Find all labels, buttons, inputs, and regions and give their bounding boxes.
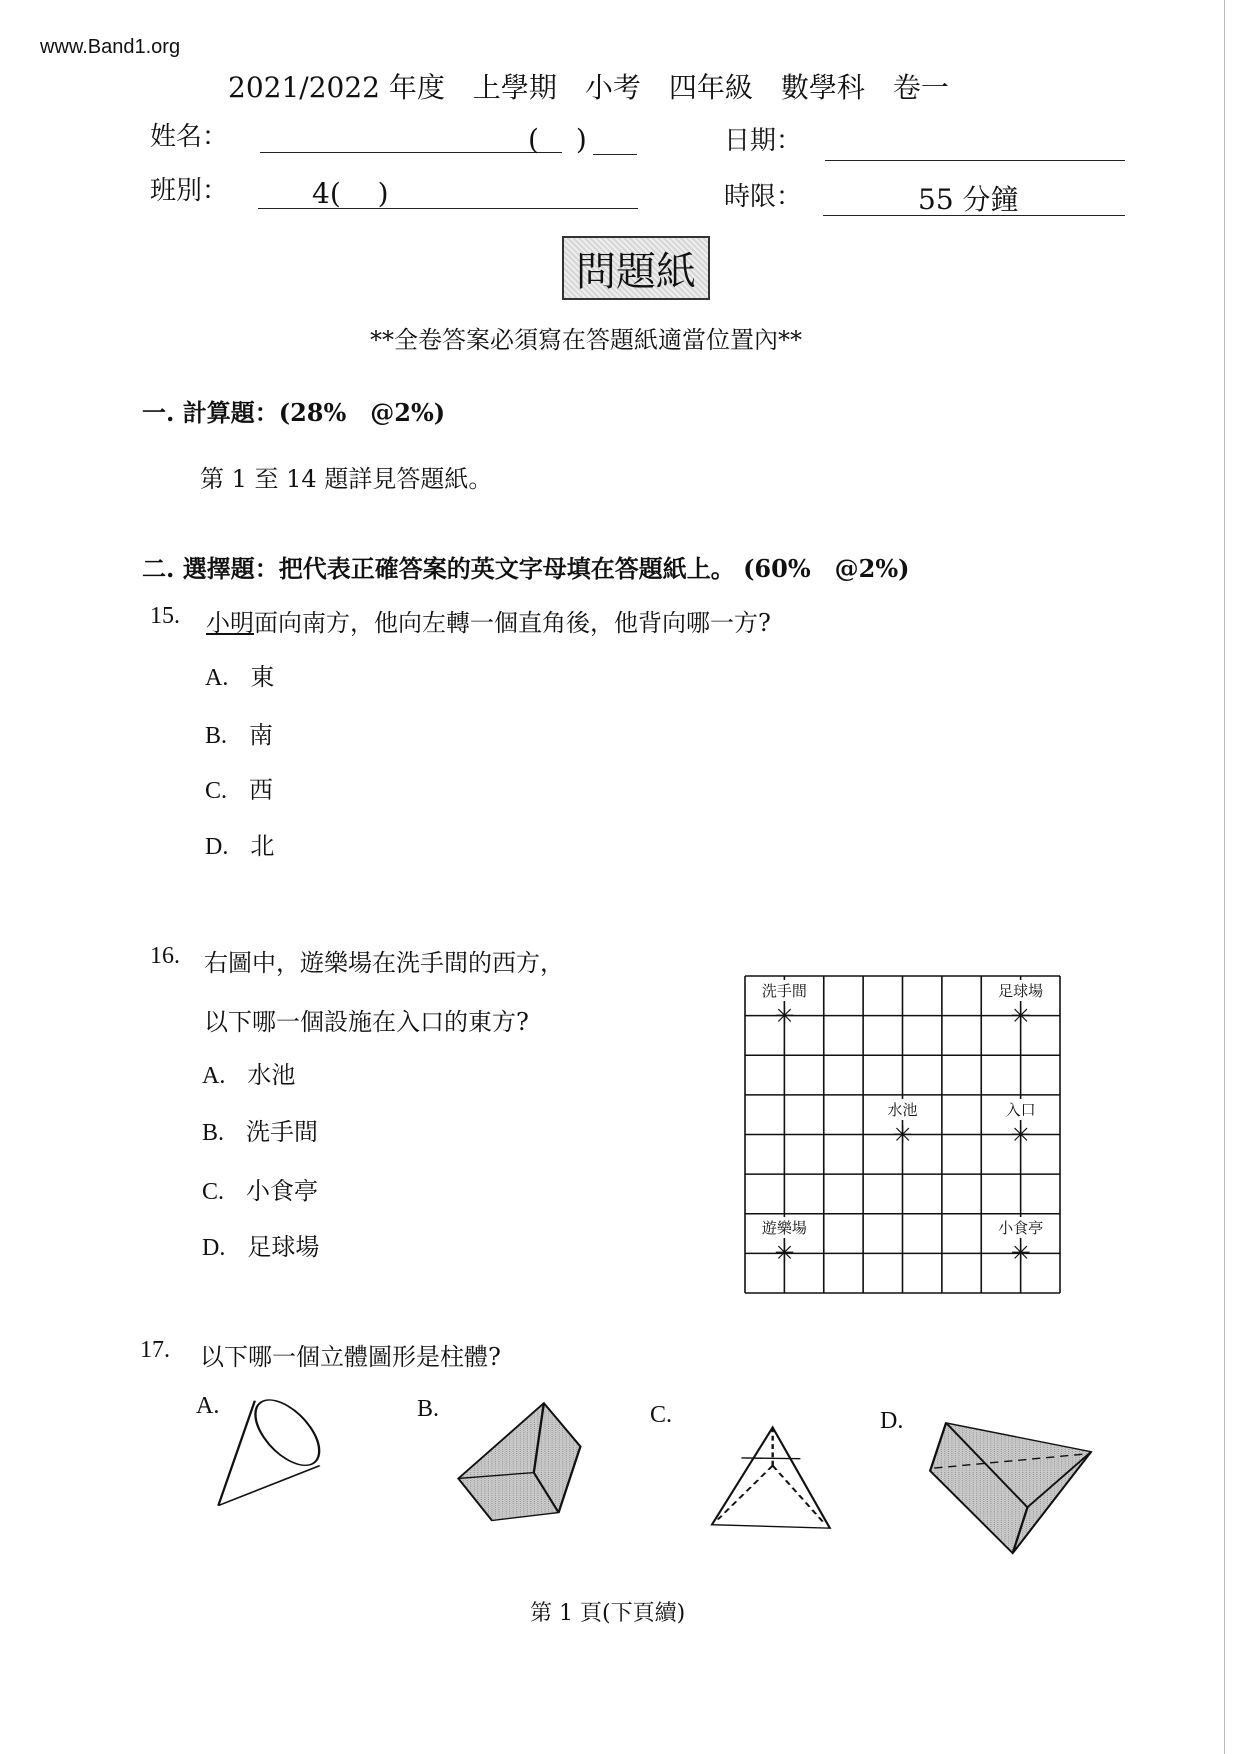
place-label: 洗手間	[761, 981, 807, 1000]
date-label: 日期：	[724, 126, 803, 156]
option-text: 北	[250, 834, 275, 860]
name-label: 姓名：	[150, 122, 229, 152]
option-letter: A.	[202, 1063, 226, 1089]
paper-title: 問題紙	[576, 248, 696, 295]
triangular-prism-icon	[930, 1423, 1091, 1553]
class-number-paren: ( )	[528, 123, 587, 156]
q15-name: 小明	[206, 609, 254, 637]
solid-shapes	[190, 1384, 1110, 1582]
q15-number: 15.	[150, 603, 180, 629]
instruction-note: **全卷答案必須寫在答題紙適當位置內**	[370, 326, 802, 354]
q16-option-c[interactable]	[202, 1171, 318, 1206]
paper-title-box	[562, 236, 710, 300]
q17-number: 17.	[140, 1337, 170, 1363]
option-letter: D.	[205, 834, 229, 860]
pentagonal-prism-icon	[458, 1403, 580, 1520]
class-field-line[interactable]	[258, 208, 638, 209]
q15-text: 面向南方，他向左轉一個直角後，他背向哪一方?	[254, 609, 771, 637]
page-edge	[1224, 0, 1225, 1754]
option-text: 洗手間	[246, 1120, 319, 1146]
place-marker-icon: ✳	[774, 1001, 795, 1030]
q15-option-a[interactable]	[205, 657, 274, 692]
option-text: 東	[250, 665, 275, 691]
q16-line2: 以下哪一個設施在入口的東方?	[204, 1008, 529, 1036]
q16-number: 16.	[150, 943, 180, 969]
q17-option-d-label[interactable]: D.	[880, 1408, 904, 1434]
place-label: 足球場	[998, 981, 1044, 1000]
q16-line1: 右圖中，遊樂場在洗手間的西方，	[204, 949, 564, 977]
option-text: 小食亭	[246, 1179, 319, 1205]
option-text: 西	[249, 778, 274, 804]
place-label: 遊樂場	[761, 1219, 807, 1238]
option-letter: B.	[202, 1120, 225, 1146]
option-letter: A.	[205, 665, 229, 691]
q15-question	[206, 603, 771, 638]
q15-option-b[interactable]	[205, 715, 273, 750]
place-marker-icon: ✳	[1010, 1120, 1031, 1149]
page-footer: 第 1 頁(下頁續)	[530, 1601, 686, 1626]
q16-option-d[interactable]	[202, 1227, 319, 1262]
option-letter: B.	[205, 723, 228, 749]
section1-heading: 一. 計算題：(28% @2%)	[142, 398, 446, 427]
place-label: 水池	[887, 1100, 918, 1119]
name-field-line[interactable]	[260, 152, 562, 153]
time-value: 55 分鐘	[918, 183, 1019, 216]
place-label: 小食亭	[998, 1219, 1044, 1238]
pyramid-icon	[712, 1427, 830, 1528]
q16-option-b[interactable]	[202, 1112, 318, 1147]
q15-option-d[interactable]	[205, 826, 274, 861]
q17-option-b-label[interactable]: B.	[417, 1396, 440, 1422]
watermark: www.Band1.org	[40, 36, 181, 58]
time-field-line	[823, 215, 1125, 216]
facility-map	[745, 976, 1060, 1293]
q17-option-c-label[interactable]: C.	[650, 1402, 673, 1428]
exam-title: 2021/2022 年度 上學期 小考 四年級 數學科 卷一	[228, 71, 949, 104]
place-marker-icon: ✳	[1010, 1239, 1031, 1268]
option-letter: C.	[202, 1179, 225, 1205]
class-number-line[interactable]	[593, 154, 637, 155]
option-letter: C.	[205, 778, 228, 804]
time-label: 時限：	[724, 182, 803, 212]
q17-option-a-label[interactable]: A.	[196, 1393, 220, 1419]
section1-text: 第 1 至 14 題詳見答題紙。	[200, 465, 493, 493]
class-label: 班別：	[150, 176, 229, 206]
class-value: 4( )	[312, 177, 389, 210]
place-marker-icon: ✳	[1010, 1001, 1031, 1030]
option-text: 足球場	[247, 1235, 320, 1261]
date-field-line[interactable]	[825, 160, 1125, 161]
section2-heading: 二. 選擇題：把代表正確答案的英文字母填在答題紙上。 (60% @2%)	[142, 554, 910, 583]
option-letter: D.	[202, 1235, 226, 1261]
option-text: 南	[249, 723, 274, 749]
q17-text: 以下哪一個立體圖形是柱體?	[200, 1343, 501, 1371]
q16-option-a[interactable]	[202, 1055, 295, 1090]
place-marker-icon: ✳	[892, 1120, 913, 1149]
place-marker-icon: ✳	[774, 1239, 795, 1268]
option-text: 水池	[247, 1063, 296, 1089]
cone-icon	[218, 1395, 332, 1506]
place-label: 入口	[1005, 1100, 1036, 1119]
q15-option-c[interactable]	[205, 770, 273, 805]
